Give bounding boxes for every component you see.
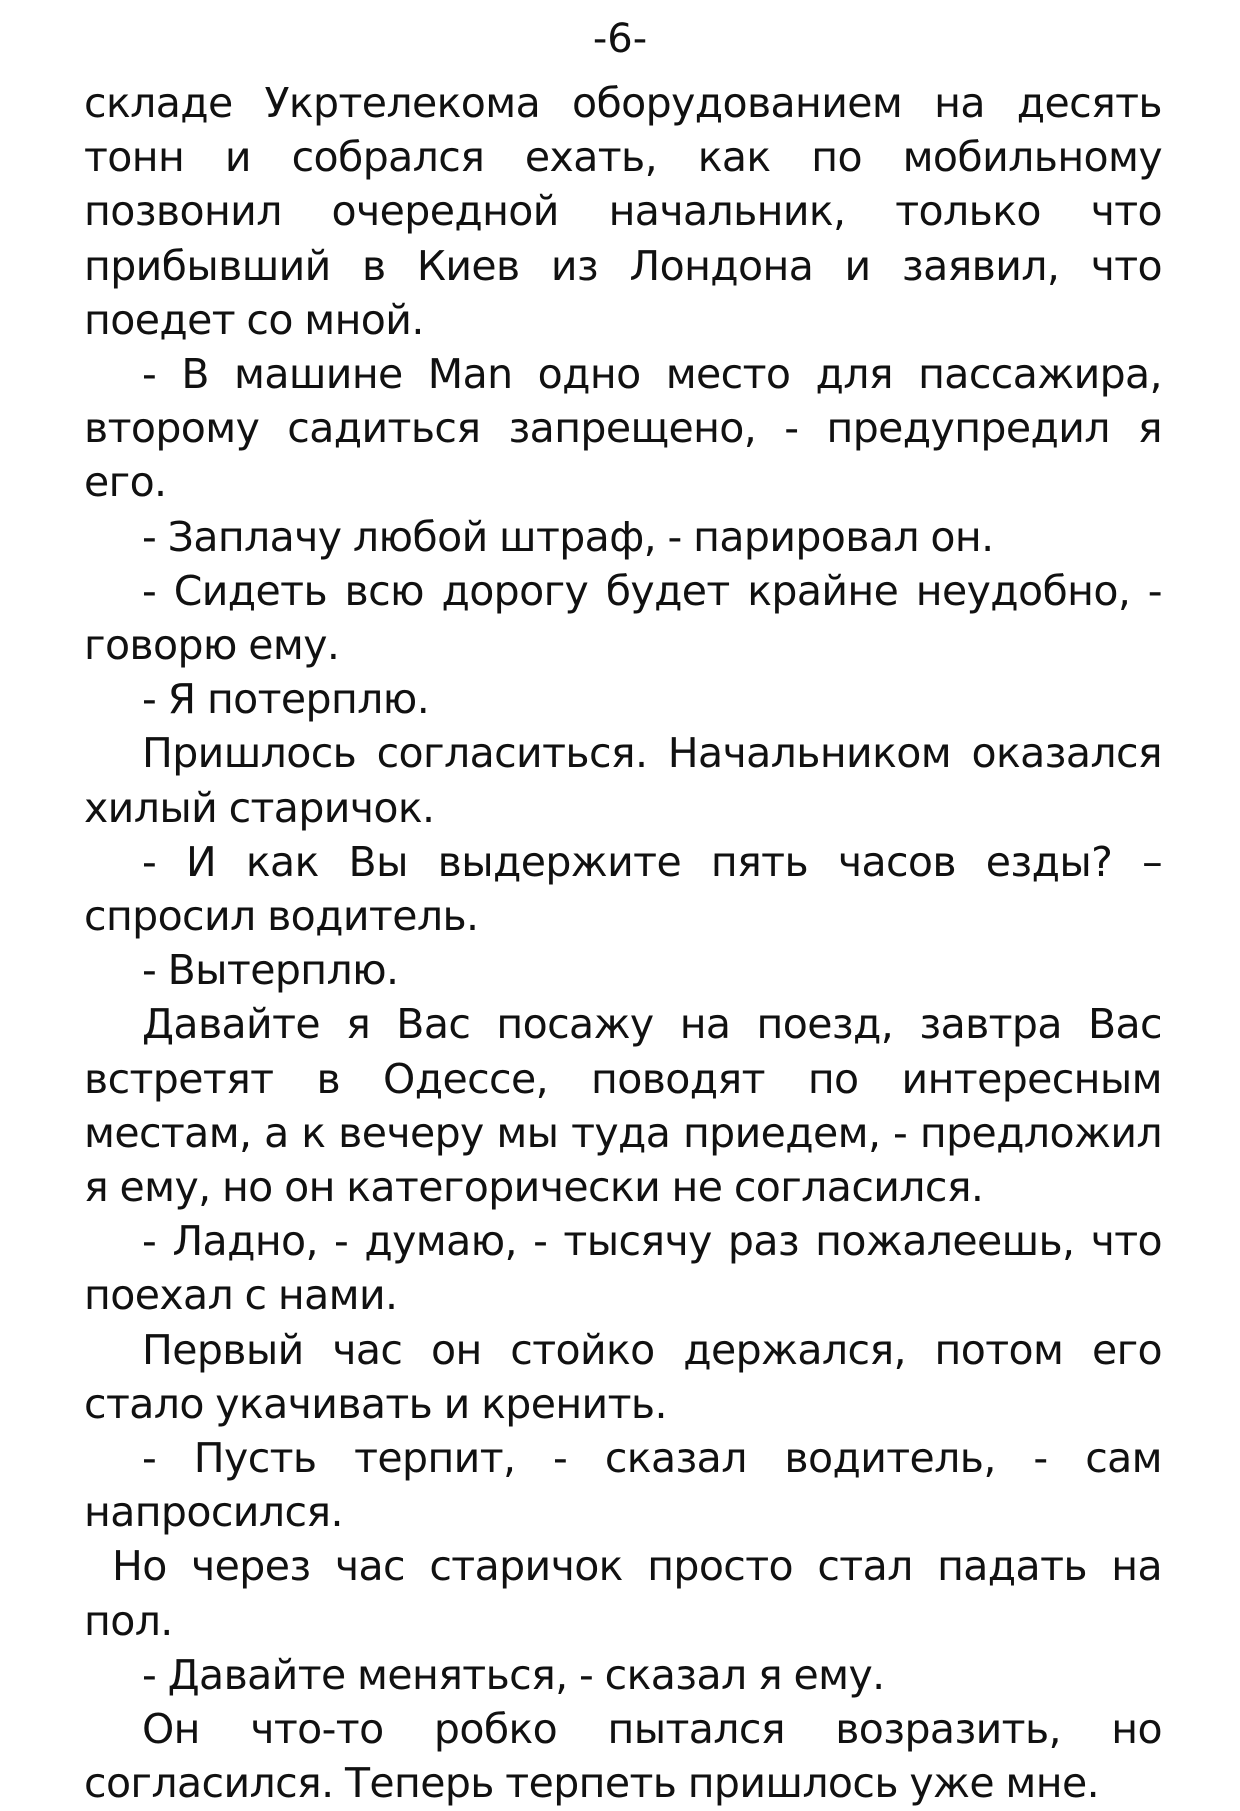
paragraph: - Сидеть всю дорогу будет крайне неудобно, - говорю ему. [84,566,1162,670]
paragraph: Но через час старичок просто стал падать на пол. [84,1542,1162,1645]
page-number: -6- [592,16,648,62]
paragraph: - Вытерплю. [142,946,399,995]
paragraph: - Давайте меняться, - сказал я ему. [142,1650,885,1699]
text-body [84,76,1162,1811]
paragraph: - Пусть терпит, - сказал водитель, - сам напросился. [84,1434,1162,1537]
paragraph: - В машине Man одно место для пассажира, второму садиться запрещено, - предупредил я его. [84,350,1162,507]
paragraph: Первый час он стойко держался, потом его стало укачивать и кренить. [84,1325,1162,1428]
paragraph: складе Укртелекома оборудованием на десять тонн и собрался ехать, как по мобильному позвонил очередной начальник, только что прибывший в Киев из Лондона и заявил, что поедет со мной. [84,79,1162,344]
paragraph: Давайте я Вас посажу на поезд, завтра Вас встретят в Одессе, поводят по интересным местам, а к вечеру мы туда приедем, - предложил я ему, но он категорически не согласился. [84,1000,1162,1212]
paragraph: - Заплачу любой штраф, - парировал он. [142,512,994,561]
paragraph: - Ладно, - думаю, - тысячу раз пожалеешь, что поехал с нами. [84,1217,1162,1320]
paragraph: Пришлось согласиться. Начальником оказался хилый старичок. [84,729,1162,832]
paragraph: - И как Вы выдержите пять часов езды? – спросил водитель. [84,837,1162,941]
paragraph: Он что-то робко пытался возразить, но согласился. Теперь терпеть пришлось уже мне. [84,1705,1162,1808]
paragraph: - Я потерплю. [142,675,430,724]
